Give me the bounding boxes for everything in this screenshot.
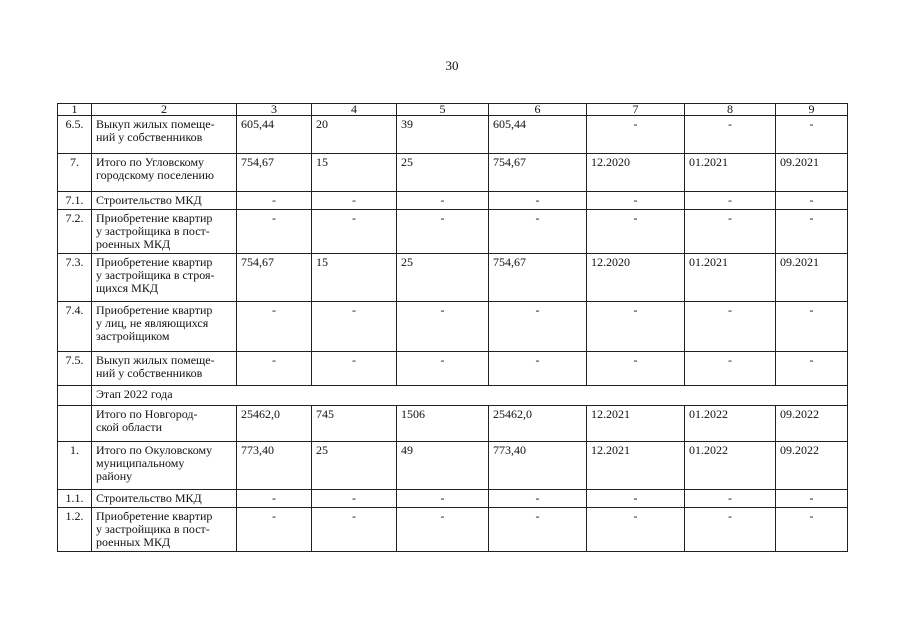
col8-cell: 01.2021 xyxy=(685,154,776,192)
col7-cell: 12.2021 xyxy=(587,442,685,490)
row-name-cell: Приобретение квартир у застройщика в пост- роенных МКД xyxy=(92,508,237,552)
col9-cell: - xyxy=(776,302,848,352)
col6-cell: 773,40 xyxy=(489,442,587,490)
row-number-cell: 7.1. xyxy=(58,192,92,210)
col9-cell: 09.2021 xyxy=(776,254,848,302)
row-number-cell: 7.4. xyxy=(58,302,92,352)
col5-cell: - xyxy=(397,192,489,210)
col5-cell: - xyxy=(397,490,489,508)
row-number-cell: 7.2. xyxy=(58,210,92,254)
table-body xyxy=(58,116,848,552)
col3-cell: - xyxy=(237,508,312,552)
col6-cell: - xyxy=(489,352,587,386)
col6-cell: - xyxy=(489,508,587,552)
col3-cell: - xyxy=(237,352,312,386)
col5-cell: - xyxy=(397,302,489,352)
header-cell: 2 xyxy=(92,104,237,116)
col4-cell: 25 xyxy=(312,442,397,490)
col4-cell: 745 xyxy=(312,406,397,442)
col6-cell: 754,67 xyxy=(489,254,587,302)
col7-cell: 12.2020 xyxy=(587,154,685,192)
row-name-cell: Приобретение квартир у лиц, не являющихся застройщиком xyxy=(92,302,237,352)
col9-cell: 09.2021 xyxy=(776,154,848,192)
col7-cell: - xyxy=(587,490,685,508)
col4-cell: - xyxy=(312,192,397,210)
header-cell: 9 xyxy=(776,104,848,116)
header-cell: 1 xyxy=(58,104,92,116)
col8-cell: 01.2022 xyxy=(685,406,776,442)
col6-cell: 754,67 xyxy=(489,154,587,192)
col8-cell: - xyxy=(685,508,776,552)
col3-cell: - xyxy=(237,302,312,352)
col5-cell: 39 xyxy=(397,116,489,154)
col9-cell: - xyxy=(776,352,848,386)
col8-cell: - xyxy=(685,210,776,254)
col6-cell: - xyxy=(489,490,587,508)
col5-cell: 49 xyxy=(397,442,489,490)
col3-cell: - xyxy=(237,192,312,210)
row-name-cell: Итого по Новгород- ской области xyxy=(92,406,237,442)
row-number-cell: 1. xyxy=(58,442,92,490)
col9-cell: - xyxy=(776,116,848,154)
col8-cell: - xyxy=(685,192,776,210)
row-number-cell: 7.3. xyxy=(58,254,92,302)
col6-cell: - xyxy=(489,192,587,210)
header-cell: 8 xyxy=(685,104,776,116)
col9-cell: - xyxy=(776,192,848,210)
row-name-cell: Выкуп жилых помеще- ний у собственников xyxy=(92,352,237,386)
row-name-cell: Итого по Угловскому городскому поселению xyxy=(92,154,237,192)
col6-cell: - xyxy=(489,302,587,352)
table-row xyxy=(58,442,848,490)
col7-cell: 12.2020 xyxy=(587,254,685,302)
col4-cell: 15 xyxy=(312,254,397,302)
row-name-cell: Приобретение квартир у застройщика в строя- щихся МКД xyxy=(92,254,237,302)
col7-cell: - xyxy=(587,210,685,254)
col4-cell: - xyxy=(312,302,397,352)
col9-cell: - xyxy=(776,508,848,552)
header-cell: 4 xyxy=(312,104,397,116)
data-table xyxy=(57,103,848,552)
col8-cell: - xyxy=(685,352,776,386)
header-cell: 6 xyxy=(489,104,587,116)
col7-cell: - xyxy=(587,302,685,352)
row-number-cell xyxy=(58,406,92,442)
row-number-cell: 6.5. xyxy=(58,116,92,154)
row-name-cell: Приобретение квартир у застройщика в пост- роенных МКД xyxy=(92,210,237,254)
col6-cell: 605,44 xyxy=(489,116,587,154)
row-name-cell: Выкуп жилых помеще- ний у собственников xyxy=(92,116,237,154)
col4-cell: - xyxy=(312,352,397,386)
col5-cell: - xyxy=(397,508,489,552)
col6-cell: - xyxy=(489,210,587,254)
table-row xyxy=(58,302,848,352)
col7-cell: - xyxy=(587,352,685,386)
col4-cell: - xyxy=(312,508,397,552)
col8-cell: - xyxy=(685,490,776,508)
row-number-cell: 7. xyxy=(58,154,92,192)
col3-cell: 754,67 xyxy=(237,254,312,302)
col5-cell: 25 xyxy=(397,254,489,302)
header-cell: 7 xyxy=(587,104,685,116)
col8-cell: - xyxy=(685,302,776,352)
col3-cell: 754,67 xyxy=(237,154,312,192)
row-number-cell: 1.2. xyxy=(58,508,92,552)
row-number-cell: 7.5. xyxy=(58,352,92,386)
col4-cell: 15 xyxy=(312,154,397,192)
row-name-cell: Итого по Окуловскому муниципальному району xyxy=(92,442,237,490)
table-row xyxy=(58,352,848,386)
col4-cell: - xyxy=(312,490,397,508)
row-name-cell: Строительство МКД xyxy=(92,192,237,210)
table-row xyxy=(58,154,848,192)
col3-cell: 25462,0 xyxy=(237,406,312,442)
header-row xyxy=(58,104,848,116)
col5-cell: 1506 xyxy=(397,406,489,442)
table-row xyxy=(58,508,848,552)
row-name-cell: Строительство МКД xyxy=(92,490,237,508)
col4-cell: 20 xyxy=(312,116,397,154)
col7-cell: - xyxy=(587,116,685,154)
col7-cell: 12.2021 xyxy=(587,406,685,442)
empty-cell xyxy=(58,386,92,406)
table-row xyxy=(58,116,848,154)
table-row xyxy=(58,386,848,406)
col9-cell: 09.2022 xyxy=(776,406,848,442)
col7-cell: - xyxy=(587,192,685,210)
col5-cell: 25 xyxy=(397,154,489,192)
page-number: 30 xyxy=(445,58,459,73)
table-row xyxy=(58,490,848,508)
col3-cell: - xyxy=(237,490,312,508)
table-row xyxy=(58,192,848,210)
col7-cell: - xyxy=(587,508,685,552)
col5-cell: - xyxy=(397,352,489,386)
col9-cell: 09.2022 xyxy=(776,442,848,490)
col5-cell: - xyxy=(397,210,489,254)
col3-cell: 605,44 xyxy=(237,116,312,154)
col8-cell: 01.2022 xyxy=(685,442,776,490)
header-cell: 3 xyxy=(237,104,312,116)
col9-cell: - xyxy=(776,490,848,508)
col8-cell: - xyxy=(685,116,776,154)
table-row xyxy=(58,254,848,302)
stage-label: Этап 2022 года xyxy=(92,386,848,406)
table-row xyxy=(58,406,848,442)
col6-cell: 25462,0 xyxy=(489,406,587,442)
header-cell: 5 xyxy=(397,104,489,116)
table-row xyxy=(58,210,848,254)
col3-cell: 773,40 xyxy=(237,442,312,490)
col3-cell: - xyxy=(237,210,312,254)
col9-cell: - xyxy=(776,210,848,254)
row-number-cell: 1.1. xyxy=(58,490,92,508)
col8-cell: 01.2021 xyxy=(685,254,776,302)
col4-cell: - xyxy=(312,210,397,254)
